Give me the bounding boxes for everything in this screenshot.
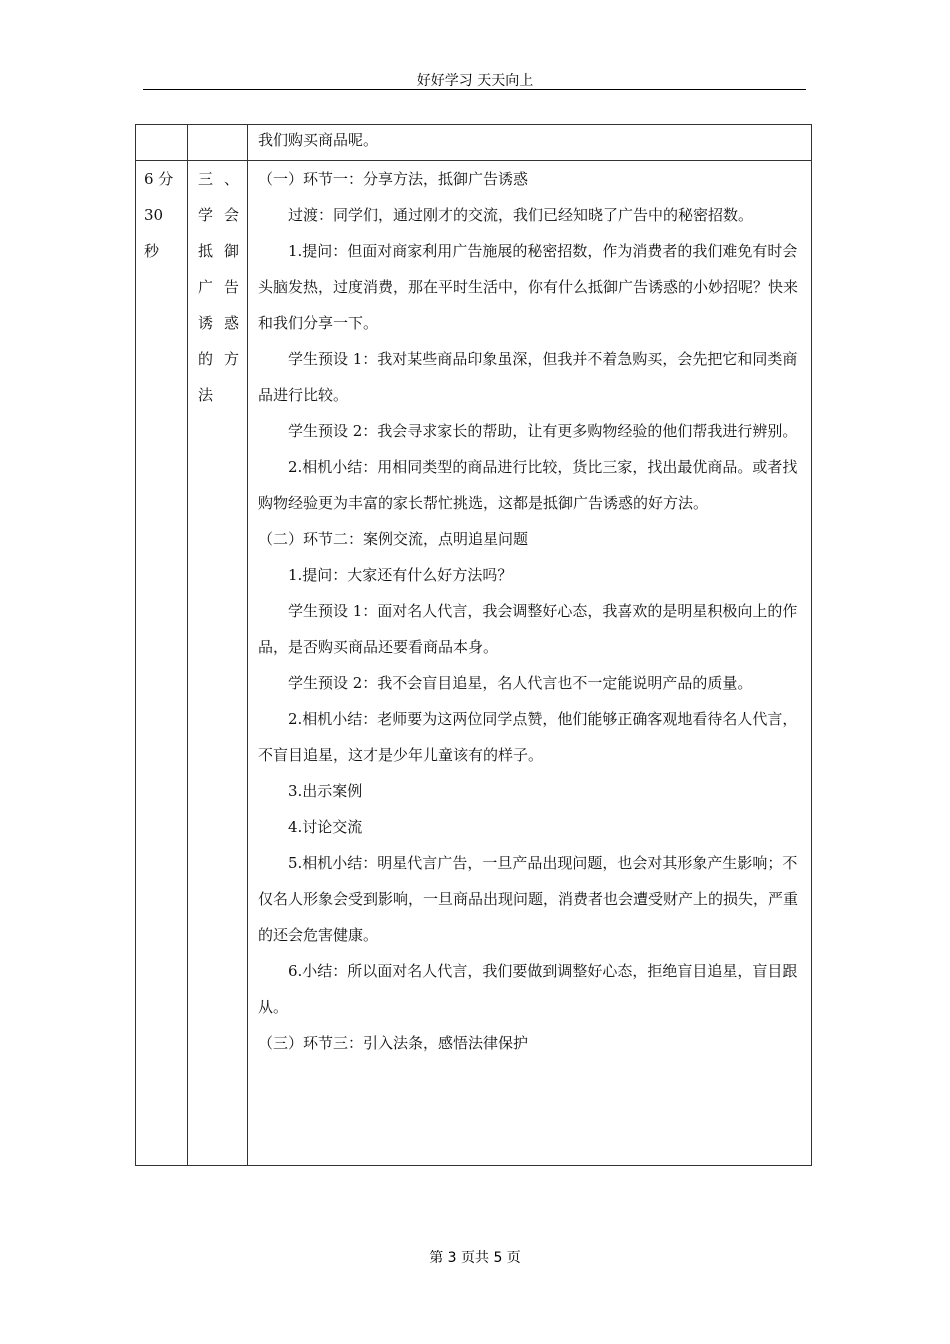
stage-line: 抵 御 xyxy=(198,242,239,260)
content-paragraph: （一）环节一：分享方法，抵御广告诱惑 xyxy=(258,170,529,188)
content-paragraph: 学生预设 2：我会寻求家长的帮助，让有更多购物经验的他们帮我进行辨别。 xyxy=(288,422,798,440)
content-paragraph: 学生预设 1：我对某些商品印象虽深，但我并不着急购买，会先把它和同类商品进行比较。 xyxy=(258,350,798,404)
content-paragraph: 6.小结：所以面对名人代言，我们要做到调整好心态，拒绝盲目追星，盲目跟从。 xyxy=(258,962,798,1016)
time-duration xyxy=(136,161,187,269)
content-paragraph: 1.提问：大家还有什么好方法吗？ xyxy=(288,566,513,584)
table-row xyxy=(136,161,812,1166)
stage-cell xyxy=(188,125,248,161)
content-paragraph: 3.出示案例 xyxy=(288,782,363,800)
stage-line: 学 会 xyxy=(198,206,239,224)
stage-line: 诱 惑 xyxy=(198,314,239,332)
content-text: 我们购买商品呢。 xyxy=(258,131,379,149)
content-paragraph: 4.讨论交流 xyxy=(288,818,363,836)
header-divider xyxy=(143,89,806,90)
content-body xyxy=(248,161,811,1061)
time-cell xyxy=(136,125,188,161)
content-cell xyxy=(248,125,812,161)
time-line: 6 分 xyxy=(144,170,174,188)
stage-line: 的 方 xyxy=(198,350,239,368)
stage-line: 广 告 xyxy=(198,278,239,296)
lesson-plan-table xyxy=(135,124,812,1166)
content-paragraph: 5.相机小结：明星代言广告，一旦产品出现问题，也会对其形象产生影响；不仅名人形象会受到影响，一旦商品出现问题，消费者也会遭受财产上的损失，严重的还会危害健康。 xyxy=(258,854,799,944)
content-paragraph: （三）环节三：引入法条，感悟法律保护 xyxy=(258,1034,529,1052)
content-paragraph: 2.相机小结：用相同类型的商品进行比较，货比三家，找出最优商品。或者找购物经验更为丰富的家长帮忙挑选，这都是抵御广告诱惑的好方法。 xyxy=(258,458,798,512)
stage-cell xyxy=(188,161,248,1166)
content-paragraph: 过渡：同学们，通过刚才的交流，我们已经知晓了广告中的秘密招数。 xyxy=(288,206,754,224)
content-paragraph: 2.相机小结：老师要为这两位同学点赞，他们能够正确客观地看待名人代言，不盲目追星，这才是少年儿童该有的样子。 xyxy=(258,710,798,764)
page-number: 第 3 页共 5 页 xyxy=(429,1250,521,1266)
content-paragraph: 学生预设 2：我不会盲目追星，名人代言也不一定能说明产品的质量。 xyxy=(288,674,753,692)
content-paragraph: 1.提问：但面对商家利用广告施展的秘密招数，作为消费者的我们难免有时会头脑发热，过度消费，那在平时生活中，你有什么抵御广告诱惑的小妙招呢？快来和我们分享一下。 xyxy=(258,242,799,332)
stage-title xyxy=(188,161,247,413)
time-line: 30 xyxy=(144,206,164,224)
time-line: 秒 xyxy=(144,242,160,260)
stage-line: 法 xyxy=(198,386,214,404)
content-paragraph: 学生预设 1：面对名人代言，我会调整好心态，我喜欢的是明星积极向上的作品，是否购买商品还要看商品本身。 xyxy=(258,602,798,656)
page-header-title: 好好学习 天天向上 xyxy=(416,73,534,89)
content-cell xyxy=(248,161,812,1166)
table-row xyxy=(136,125,812,161)
content-paragraph: （二）环节二：案例交流，点明追星问题 xyxy=(258,530,529,548)
stage-line: 三 、 xyxy=(198,170,239,188)
time-cell xyxy=(136,161,188,1166)
